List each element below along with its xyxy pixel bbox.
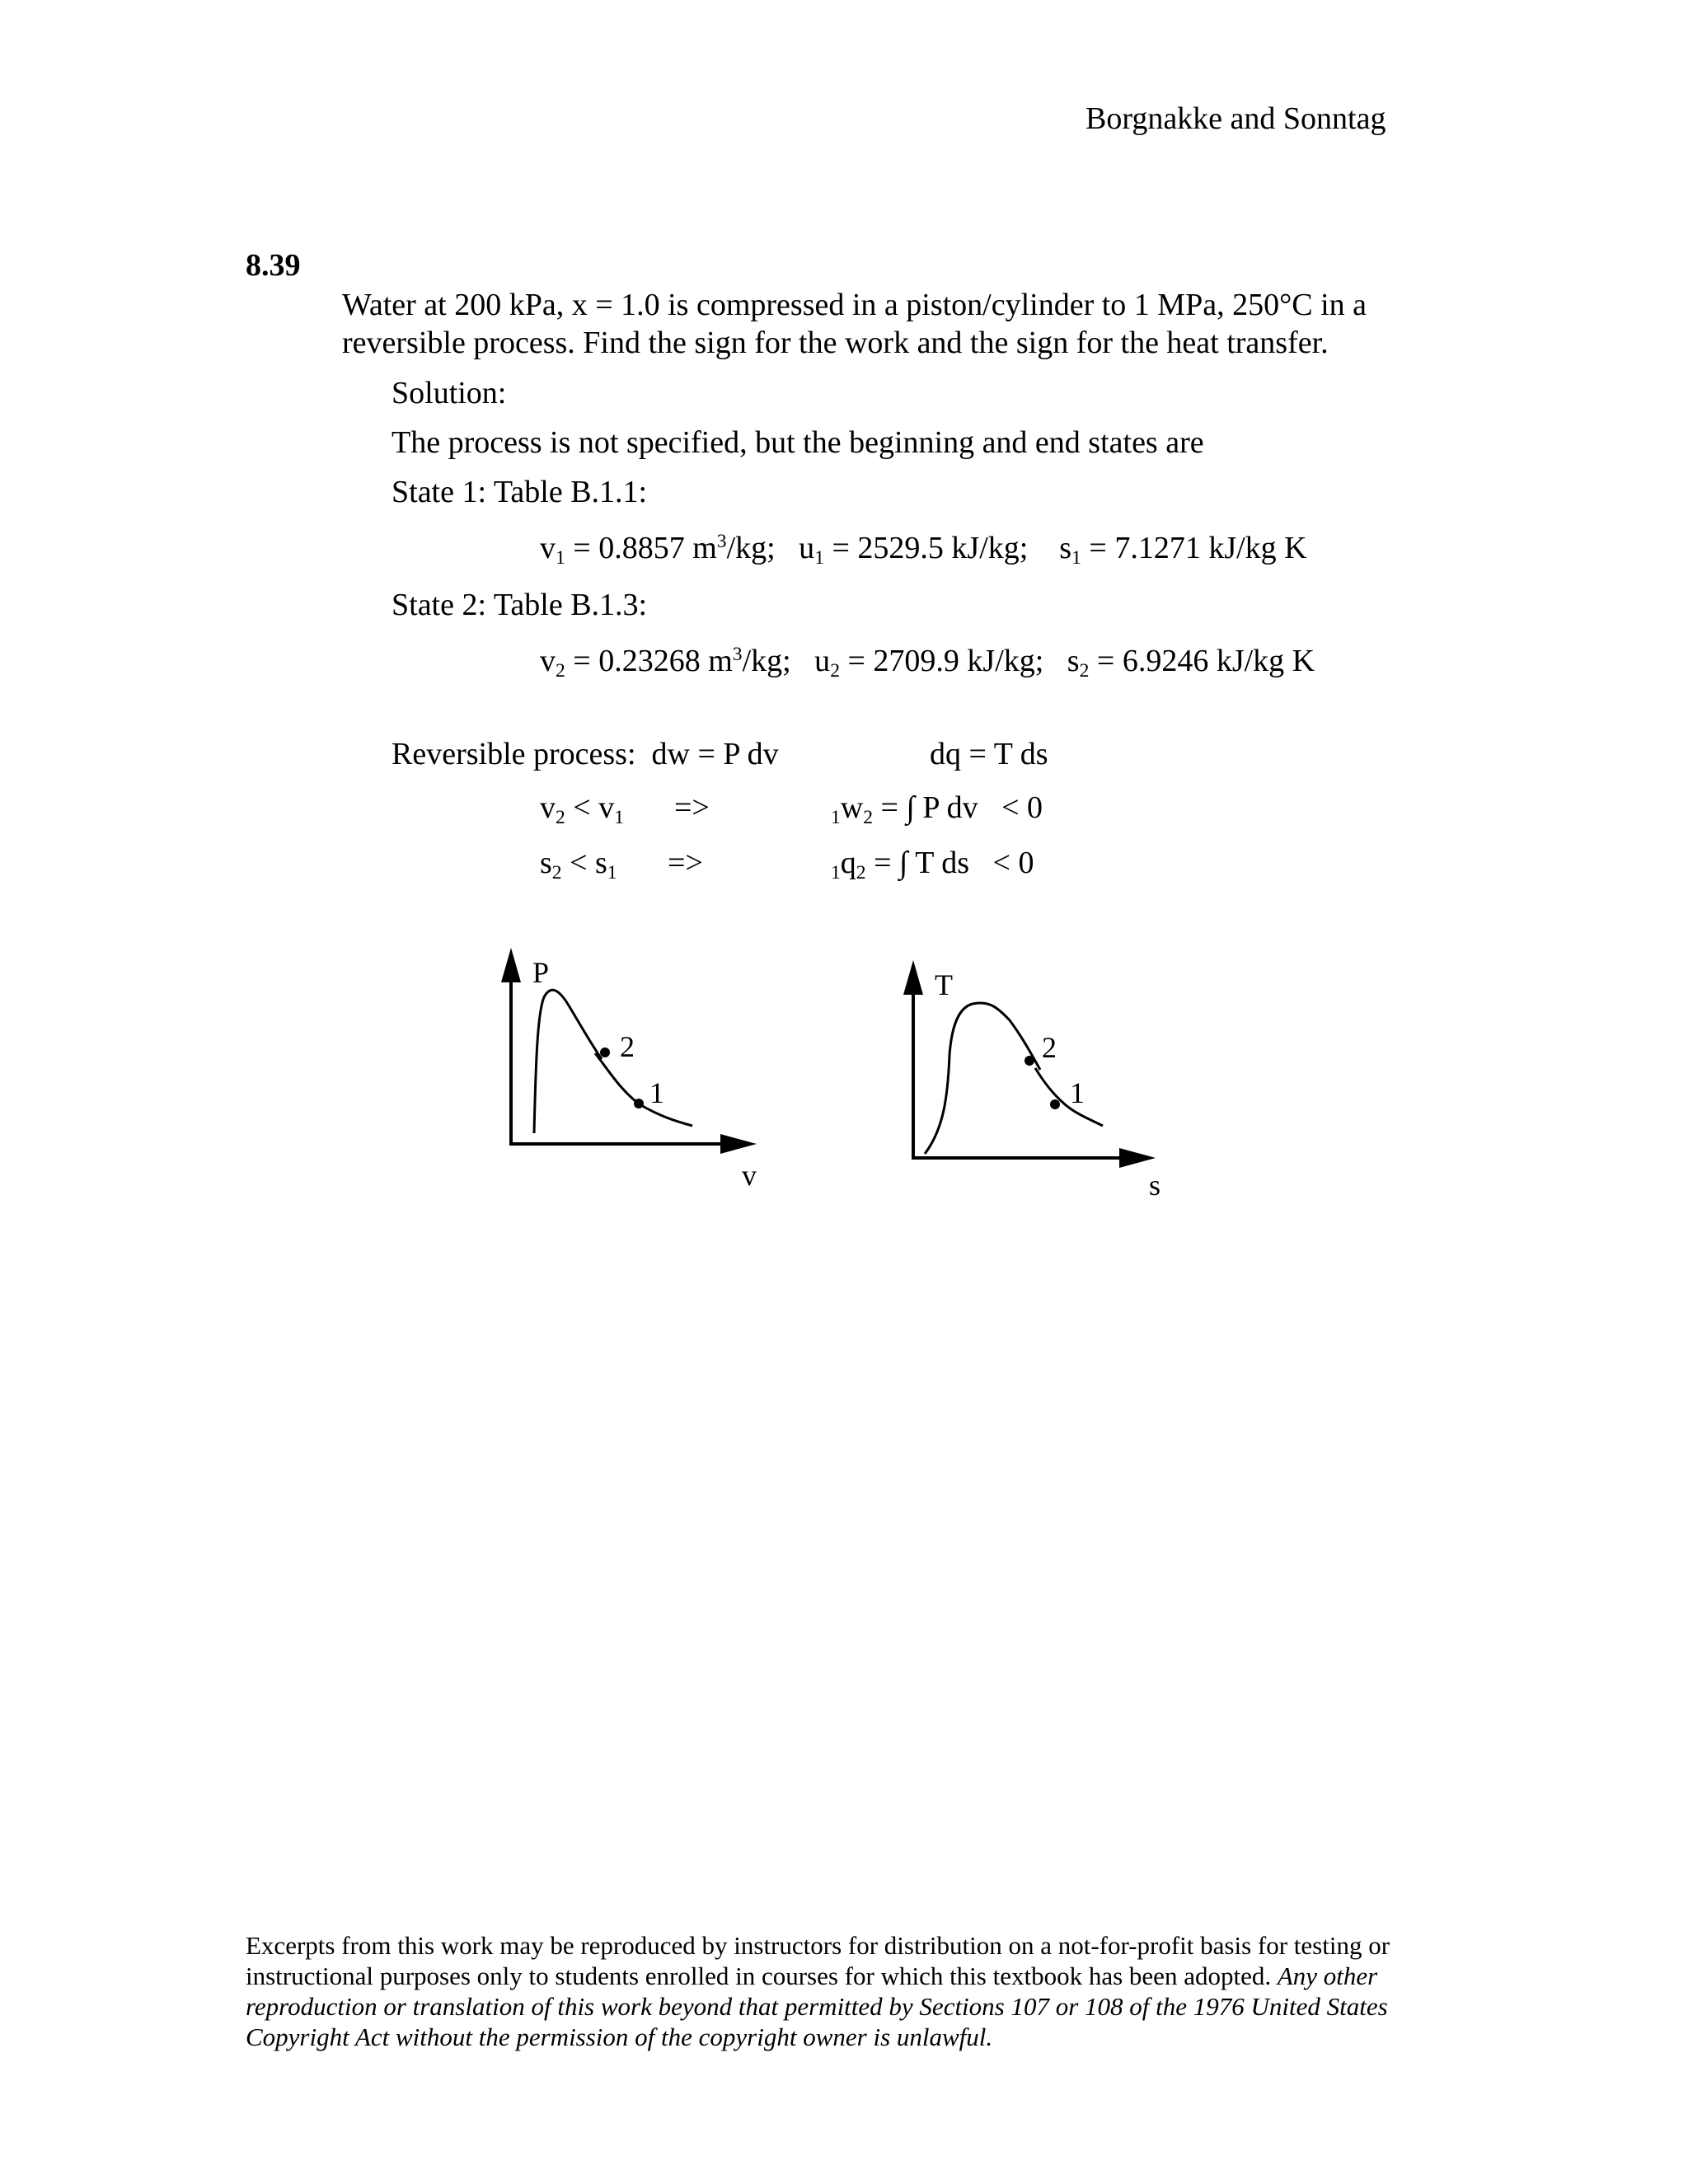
footer-italic: Any other reproduction or translation of this work beyond that permitted by Sections 107 or 108 of the 1976 United States Copyright Act without the permission of the copyright owner is unlawful. xyxy=(246,1961,1388,2051)
ts-diagram xyxy=(903,960,1160,1202)
reversible-label: Reversible process: xyxy=(392,737,636,771)
state1-s: 7.1271 xyxy=(1114,531,1201,565)
heat-integral: $_1q_2$ = ∫ T ds < 0 xyxy=(831,846,1034,883)
state1-v: 0.8857 xyxy=(598,531,685,565)
solution-intro: The process is not specified, but the beginning and end states are xyxy=(392,425,1204,460)
solution-heading: Solution: xyxy=(392,376,507,410)
pv-point-1-label: 1 xyxy=(649,1076,664,1109)
pv-saturation-dome xyxy=(534,990,602,1133)
state1-label: State 1: Table B.1.1: xyxy=(392,475,648,509)
pv-x-arrowhead xyxy=(720,1134,757,1154)
pv-process-curve xyxy=(595,1053,692,1126)
ts-state-2-point xyxy=(1025,1056,1034,1066)
footer-normal: Excerpts from this work may be reproduced by instructors for distribution on a not-for-profit basis for testing or instructional purposes only to students enrolled in courses for which this textbook has been adopted. xyxy=(246,1931,1390,1990)
problem-statement-line-2: reversible process. Find the sign for the work and the sign for the heat transfer. xyxy=(342,326,1329,360)
pv-point-2-label: 2 xyxy=(620,1030,635,1063)
pv-x-label: v xyxy=(742,1159,757,1192)
state2-s: 6.9246 xyxy=(1122,644,1209,678)
ts-y-arrowhead xyxy=(903,960,923,995)
state1-u: 2529.5 xyxy=(857,531,944,565)
ts-x-label: s xyxy=(1149,1169,1161,1202)
s-comparison: $s_2 < s_1$ xyxy=(540,846,617,883)
ts-point-2-label: 2 xyxy=(1042,1031,1057,1064)
dq-relation: dq = T ds xyxy=(930,737,1048,771)
pv-diagram xyxy=(501,948,757,1192)
ts-saturation-dome xyxy=(925,1003,1040,1154)
state2-v: 0.23268 xyxy=(598,644,701,678)
pv-y-arrowhead xyxy=(501,948,521,982)
state2-label: State 2: Table B.1.3: xyxy=(392,588,648,622)
ts-y-label: T xyxy=(935,968,953,1001)
work-integral: $_1w_2$ = ∫ P dv < 0 xyxy=(831,790,1043,828)
pv-state-1-point xyxy=(634,1099,644,1108)
implies-arrow: => xyxy=(668,846,703,880)
pv-state-2-point xyxy=(600,1047,610,1057)
implies-arrow: => xyxy=(674,790,710,825)
ts-point-1-label: 1 xyxy=(1070,1076,1085,1109)
ts-process-curve xyxy=(1035,1068,1103,1126)
header-author: Borgnakke and Sonntag xyxy=(1085,101,1386,136)
problem-number: 8.39 xyxy=(246,248,301,283)
ts-x-arrowhead xyxy=(1119,1148,1156,1168)
dw-relation: dw = P dv xyxy=(651,737,779,771)
copyright-footer xyxy=(246,1930,1441,2052)
state1-properties: $v_1 = 0.8857$ $m^3/kg$; $u_1 = 2529.5$ kJ/kg; $s_1 = 7.1271$ kJ/kg K xyxy=(540,531,1307,569)
v-comparison: $v_2 < v_1$ xyxy=(540,790,624,828)
ts-state-1-point xyxy=(1050,1099,1060,1109)
state2-properties: $v_2 = 0.23268$ $m^3/kg$; $u_2 = 2709.9$ kJ/kg; $s_2 = 6.9246$ kJ/kg K xyxy=(540,644,1315,682)
problem-statement-line-1: Water at 200 kPa, x = 1.0 is compressed in a piston/cylinder to 1 MPa, 250°C in a xyxy=(342,288,1367,322)
state2-u: 2709.9 xyxy=(873,644,959,678)
pv-y-label: P xyxy=(532,956,550,989)
